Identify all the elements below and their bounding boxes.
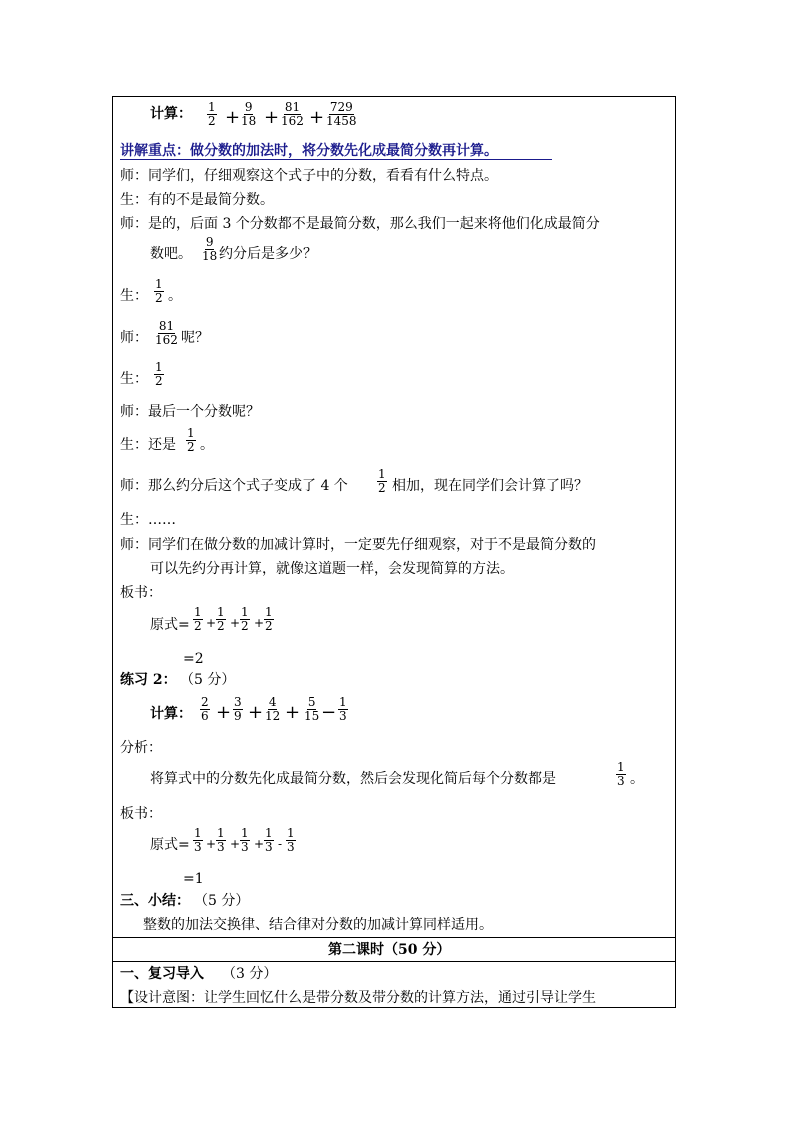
- fraction: [216, 827, 226, 854]
- fraction: $\frac{1}{2}$: [187, 426, 195, 454]
- fraction: [338, 696, 348, 723]
- fraction: $\frac{9}{18}$: [202, 235, 218, 263]
- analysis-text: 将算式中的分数先化成最简分数，然后会发现化简后每个分数都是: [150, 771, 556, 787]
- review-title: 一、复习导入: [120, 966, 204, 982]
- fraction: [280, 101, 305, 128]
- dialogue-line-8-tail: 。: [200, 437, 214, 453]
- fraction: [207, 101, 217, 128]
- operator: +: [225, 107, 241, 128]
- numerator: 4: [268, 695, 277, 709]
- operator: +: [206, 837, 217, 851]
- problem1-label: 计算：: [150, 106, 192, 122]
- fraction: [325, 101, 358, 128]
- operator: +: [248, 702, 264, 723]
- denominator: 2: [208, 114, 216, 128]
- numerator: 729: [329, 100, 353, 114]
- dialogue-line-5: 师：: [120, 330, 148, 346]
- table-divider-top: [112, 937, 676, 938]
- dialogue-line-7: 师：最后一个分数呢？: [120, 404, 260, 420]
- exercise-label: 计算：: [150, 706, 192, 722]
- fraction: [264, 696, 281, 723]
- operator: +: [285, 702, 301, 723]
- dialogue-line-4: 生：: [120, 288, 148, 304]
- operator: +: [230, 837, 241, 851]
- dialogue-line-2: 生：有的不是最简分数。: [120, 192, 274, 208]
- numerator: 1: [287, 826, 295, 840]
- board-lead: 原式=: [150, 617, 190, 633]
- fraction: [240, 827, 250, 854]
- denominator: 15: [304, 709, 320, 723]
- lesson2-header: 第二课时（50 分）: [328, 942, 451, 958]
- operator: +: [254, 837, 265, 851]
- fraction: $\frac{1}{2}$: [155, 360, 163, 388]
- operator: +: [230, 616, 241, 630]
- fraction: [200, 696, 210, 723]
- analysis-tail: 。: [630, 771, 644, 787]
- fraction: $\frac{1}{2}$: [378, 467, 386, 495]
- board-label: 板书：: [120, 806, 162, 822]
- review-points: （3 分）: [222, 966, 278, 982]
- denominator: 2: [217, 619, 225, 633]
- numerator: 81: [284, 100, 301, 114]
- dialogue-line-3b: 数吧。: [150, 246, 192, 262]
- operator: +: [264, 107, 280, 128]
- fraction: [303, 696, 320, 723]
- analysis-label: 分析：: [120, 740, 162, 756]
- numerator: 1: [208, 100, 216, 114]
- denominator: 2: [194, 619, 202, 633]
- denominator: 3: [339, 709, 347, 723]
- operator: +: [309, 107, 325, 128]
- design-intent: 【设计意图：让学生回忆什么是带分数及带分数的计算方法，通过引导让学生: [120, 990, 596, 1006]
- summary-points: （5 分）: [194, 893, 250, 909]
- focus-underline: [120, 159, 552, 160]
- exercise-title: 练习 2：: [120, 672, 177, 688]
- dialogue-line-9: 师：那么约分后这个式子变成了 4 个: [120, 478, 348, 494]
- operator: +: [216, 702, 232, 723]
- dialogue-line-9-tail: 相加，现在同学们会计算了吗？: [392, 478, 588, 494]
- dialogue-line-4-tail: 。: [168, 288, 182, 304]
- denominator: 2: [241, 619, 249, 633]
- fraction: [264, 827, 274, 854]
- board-lead: 原式=: [150, 837, 190, 853]
- numerator: 5: [307, 695, 316, 709]
- denominator: 3: [241, 840, 249, 854]
- fraction: [233, 696, 243, 723]
- fraction: $\frac{1}{2}$: [155, 277, 163, 305]
- denominator: 9: [234, 709, 242, 723]
- dialogue-line-8: 生：还是: [120, 437, 176, 453]
- numerator: 1: [217, 605, 225, 619]
- fraction: $\frac{81}{162}$: [155, 319, 178, 347]
- dialogue-line-1: 师：同学们，仔细观察这个式子中的分数，看看有什么特点。: [120, 168, 498, 184]
- dialogue-line-5-tail: 呢？: [181, 330, 209, 346]
- denominator: 3: [194, 840, 202, 854]
- fraction: [193, 827, 203, 854]
- dialogue-line-11a: 师：同学们在做分数的加减计算时，一定要先仔细观察，对于不是最简分数的: [120, 537, 596, 553]
- numerator: 1: [265, 605, 273, 619]
- numerator: 1: [194, 826, 202, 840]
- table-divider-bottom: [112, 961, 676, 962]
- operator: +: [206, 616, 217, 630]
- summary-text: 整数的加法交换律、结合律对分数的加减计算同样适用。: [143, 917, 493, 933]
- fraction: $\frac{1}{3}$: [617, 760, 625, 788]
- exercise-points: （5 分）: [180, 672, 236, 688]
- fraction: [240, 606, 250, 633]
- denominator: 3: [217, 840, 225, 854]
- numerator: 1: [241, 826, 249, 840]
- denominator: 18: [241, 114, 257, 128]
- fraction: [286, 827, 296, 854]
- denominator: 2: [265, 619, 273, 633]
- board-result: =2: [183, 651, 204, 667]
- fraction: [264, 606, 274, 633]
- summary-title: 三、小结：: [120, 893, 190, 909]
- dialogue-line-3a: 师：是的，后面 3 个分数都不是最简分数，那么我们一起来将他们化成最简分: [120, 216, 600, 232]
- fraction: [193, 606, 203, 633]
- denominator: 3: [287, 840, 295, 854]
- denominator: 3: [265, 840, 273, 854]
- denominator: 12: [265, 709, 281, 723]
- numerator: 1: [194, 605, 202, 619]
- numerator: 9: [244, 100, 253, 114]
- board-label: 板书：: [120, 585, 162, 601]
- numerator: 3: [234, 695, 242, 709]
- denominator: 162: [281, 114, 304, 128]
- numerator: 1: [265, 826, 273, 840]
- focus-heading: 讲解重点：做分数的加法时，将分数先化成最简分数再计算。: [120, 143, 498, 159]
- denominator: 1458: [326, 114, 357, 128]
- numerator: 2: [201, 695, 209, 709]
- operator: −: [321, 702, 337, 723]
- dialogue-line-6: 生：: [120, 371, 148, 387]
- numerator: 1: [217, 826, 225, 840]
- dialogue-line-3b-tail: 约分后是多少？: [219, 246, 317, 262]
- numerator: 1: [241, 605, 249, 619]
- dialogue-line-10: 生：……: [120, 512, 176, 528]
- denominator: 6: [201, 709, 209, 723]
- numerator: 1: [339, 695, 347, 709]
- board-result: =1: [183, 871, 204, 887]
- fraction: [216, 606, 226, 633]
- operator: -: [278, 837, 283, 851]
- fraction: [240, 101, 257, 128]
- operator: +: [254, 616, 265, 630]
- dialogue-line-11b: 可以先约分再计算，就像这道题一样，会发现简算的方法。: [150, 561, 514, 577]
